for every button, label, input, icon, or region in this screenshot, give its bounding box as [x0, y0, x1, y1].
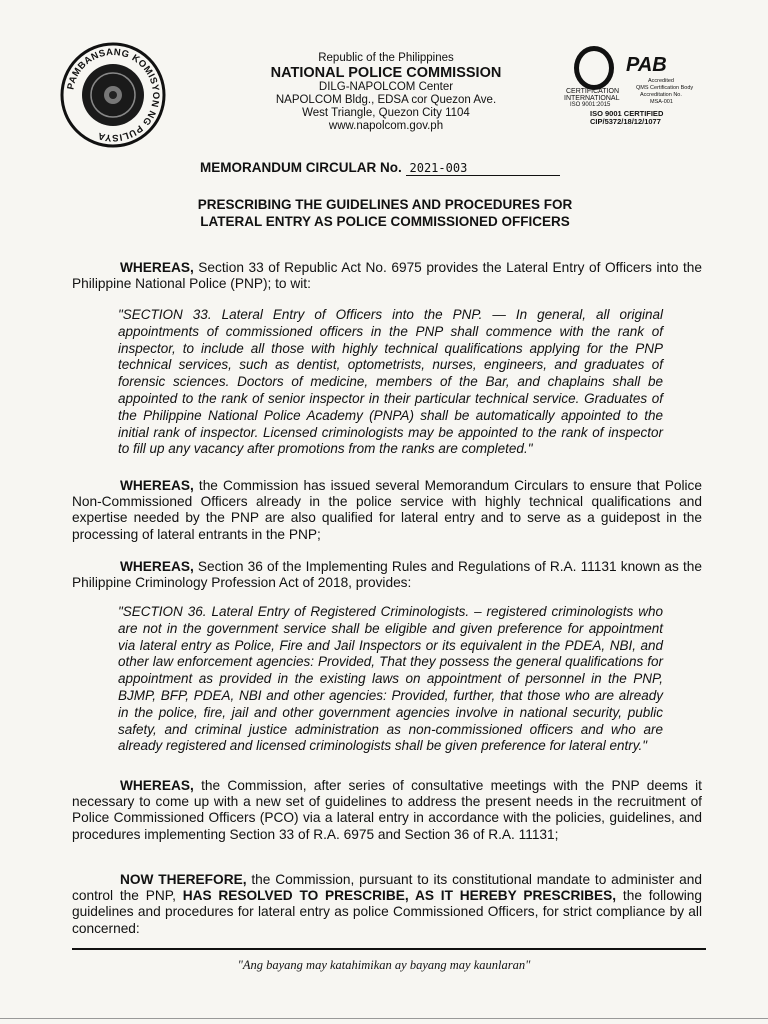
napolcom-seal-logo [60, 42, 166, 148]
organization-name: NATIONAL POLICE COMMISSION [270, 65, 502, 81]
accreditation-no-label: Accreditation No. [640, 92, 682, 98]
certificate-number: CIP/5372/18/12/1077 [590, 117, 661, 126]
section-33-quote: "SECTION 33. Lateral Entry of Officers into the PNP. — In general, all original appointments of commissioned officers in the PNP shall commence with the rank of inspector, to include all those with highly technical qualifications applying for the PNP technical services, such as dentist, optometrists, nurses, engineers, and graduates of forensic sciences. Doctors of medicine, members of the Bar, and chaplains shall be appointed to the rank of senior inspector in their particular technical service. Graduates of the Philippine National Police Academy (PNPA) shall be automatically appointed to the initial rank of inspector. Licensed criminologists may be appointed to the rank of inspector to fill up any vacancy after promotions from the ranks are completed." [118, 307, 663, 457]
memo-number: 2021-003 [406, 161, 560, 176]
pab-logo-icon: PAB [626, 54, 667, 76]
resolution-emphasis: HAS RESOLVED TO PRESCRIBE, AS IT HEREBY PRESCRIBES, [182, 888, 617, 904]
whereas-paragraph-3 [72, 559, 702, 591]
address-line-2: NAPOLCOM Bldg., EDSA cor Quezon Ave. [275, 94, 497, 106]
accreditation-no: MSA-001 [650, 99, 673, 105]
accredited-label: Accredited [648, 78, 674, 84]
cert-iso-small: ISO 9001:2015 [570, 102, 611, 108]
whereas-lead: WHEREAS, [120, 778, 194, 793]
title-line-1: PRESCRIBING THE GUIDELINES AND PROCEDURES FOR [197, 197, 573, 212]
whereas-paragraph-1 [72, 260, 702, 292]
paragraph-text: the following guidelines and procedures for lateral entry as police Commissioned Officers, for strict compliance by all concerned: [72, 888, 702, 936]
svg-text:PAMBANSANG KOMISYON NG PULISYA: PAMBANSANG KOMISYON NG PULISYA [65, 46, 162, 144]
title-line-2: LATERAL ENTRY AS POLICE COMMISSIONED OFFICERS [200, 214, 570, 229]
accredited-body: QMS Certification Body [636, 85, 694, 91]
letterhead [218, 52, 554, 133]
paragraph-text: the Commission, after series of consultative meetings with the PNP deems it necessary to come up with a new set of guidelines to address the present needs in the recruitment of Police Commissioned Officers (PCO) via a lateral entry in accordance with the policies, guidelines, and procedures implementing Section 33 of R.A. 6975 and Section 36 of R.A. 11131; [72, 778, 702, 842]
whereas-paragraph-4 [72, 778, 702, 843]
now-therefore-lead: NOW THEREFORE, [120, 872, 247, 887]
now-therefore-paragraph [72, 872, 702, 937]
iso-certified-label: ISO 9001 CERTIFIED [590, 109, 664, 118]
paragraph-text: the Commission has issued several Memorandum Circulars to ensure that Police Non-Commissioned Officers already in the police service with highly technical qualifications and expertise needed by the PNP are also qualified for lateral entry and to serve as a guidepost in the processing of lateral entrants in the PNP; [72, 478, 702, 542]
whereas-lead: WHEREAS, [120, 559, 194, 574]
document-title [100, 196, 670, 230]
page-edge-line [0, 1018, 768, 1019]
certification-block [560, 44, 694, 128]
whereas-lead: WHEREAS, [120, 478, 194, 493]
website-text: www.napolcom.gov.ph [328, 120, 444, 132]
whereas-paragraph-2 [72, 478, 702, 543]
paragraph-text: Section 33 of Republic Act No. 6975 provides the Lateral Entry of Officers into the Philippine National Police (PNP); to wit: [72, 260, 702, 292]
section-36-quote: "SECTION 36. Lateral Entry of Registered Criminologists. – registered criminologists who are not in the government service shall be eligible and given preference for appointment via lateral entry as Police, Fire and Jail Inspectors or its equivalent in the PDEA, NBI, and other law enforcement agencies: Provided, That they possess the general qualifications for appointment as provided in the existing laws on appointment of personnel in the PNP, BJMP, BFP, PDEA, NBI and other agencies: Provided, further, that those who are already in the police, fire, jail and other government agencies involve in national security, public safety, and criminal justice administration as non-commissioned officers and who are already registered and licensed criminologists shall be given preference for lateral entry." [118, 604, 663, 754]
cert-line-2: INTERNATIONAL [564, 95, 620, 102]
cert-line-1: CERTIFICATION [566, 88, 620, 95]
footer-divider [72, 948, 706, 950]
address-line-1: DILG-NAPOLCOM Center [318, 81, 454, 93]
memo-label: MEMORANDUM CIRCULAR No. [200, 160, 402, 175]
paragraph-text: the Commission, pursuant to its constitutional mandate to administer and control the PNP, [72, 872, 702, 904]
paragraph-text: Section 36 of the Implementing Rules and Regulations of R.A. 11131 known as the Philippine Criminology Profession Act of 2018, provides: [72, 559, 702, 591]
certification-logo-icon [574, 46, 614, 90]
memo-circular-heading [200, 160, 560, 176]
address-line-3: West Triangle, Quezon City 1104 [302, 107, 470, 119]
whereas-lead: WHEREAS, [120, 260, 194, 275]
republic-line: Republic of the Philippines [318, 52, 454, 64]
footer-motto: "Ang bayang may katahimikan ay bayang may kaunlaran" [237, 958, 531, 972]
